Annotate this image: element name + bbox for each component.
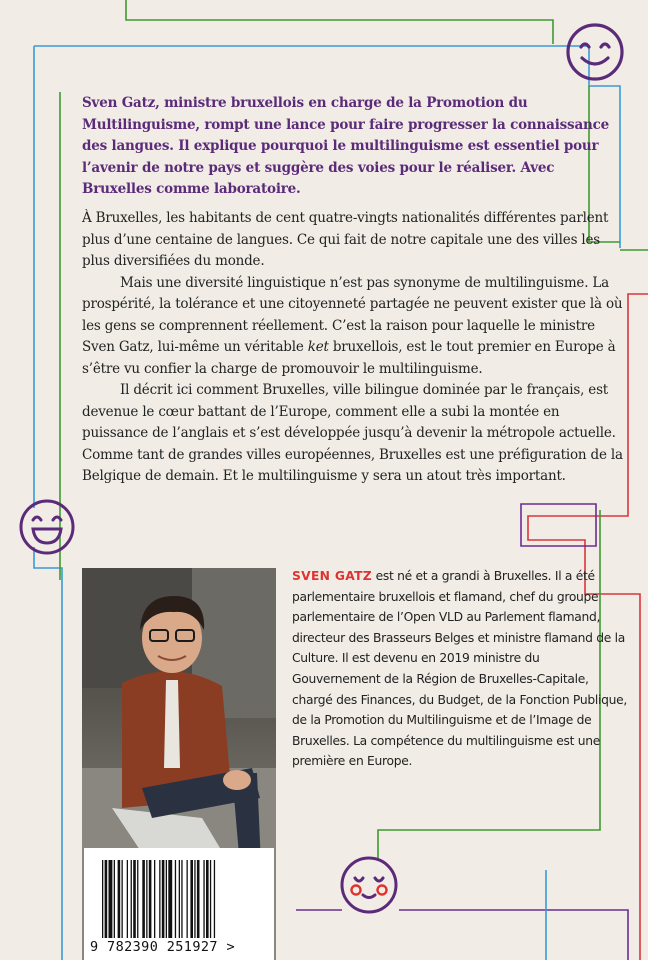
lead-paragraph: Sven Gatz, ministre bruxellois en charge de la Promotion du Multilinguisme, rompt une lance pour faire progresser la connaissance des langues. Il explique pourquoi le multilinguisme est essentiel pour l’avenir de notre pays et suggère des voies pour le réaliser. Avec Bruxelles comme laboratoire. [82, 95, 610, 197]
body-text [82, 208, 627, 488]
green-frame-line [126, 0, 553, 44]
body-paragraph-2-part-2: bruxellois, est le tout premier en Europe à s’être vu confier la charge de promouvoir le multilinguisme. [82, 339, 616, 377]
isbn-number: 9 782390 251927 > [90, 939, 235, 955]
author-bio [292, 566, 628, 772]
body-paragraph-3: Il décrit ici comment Bruxelles, ville bilingue dominée par le français, est devenue le cœur battant de l’Europe, comment elle a subi la montée en puissance de l’anglais et s’est développée jusqu’à devenir la métropole actuelle. Comme tant de grandes villes européennes, Bruxelles est une préfiguration de la Belgique de demain. Et le multilinguisme y sera un atout très important. [82, 382, 623, 484]
isbn-barcode [84, 848, 274, 960]
body-paragraph-1: À Bruxelles, les habitants de cent quatre-vingts nationalités différentes parlent plus d’une centaine de langues. Ce qui fait de notre capitale une des villes les plus diversifiées du monde. [82, 210, 609, 269]
ket-word: ket [307, 339, 329, 355]
smiley-icon [563, 20, 627, 84]
body-paragraph-2 [82, 273, 627, 381]
blushing-smiley-icon [336, 852, 402, 918]
author-name: SVEN GATZ [292, 569, 373, 583]
body-paragraph-2-part-1: Mais une diversité linguistique n’est pas synonyme de multilinguisme. La prospérité, la tolérance et une citoyenneté partagée ne peuvent exister que là où les gens se comprennent réellement. C’est la raison pour laquelle le ministre Sven Gatz, lui-même un véritable [82, 274, 623, 355]
barcode-bars [102, 860, 260, 938]
author-bio-text: est né et a grandi à Bruxelles. Il a été parlementaire bruxellois et flamand, chef du groupe parlementaire de l’Open VLD au Parlement flamand, directeur des Brasseurs Belges et ministre flamand de la Culture. Il est devenu en 2019 ministre du Gouvernement de la Région de Bruxelles-Capitale, chargé des Finances, du Budget, de la Fonction Publique, de la Promotion du Multilinguisme et de l’Image de Bruxelles. La compétence du multilinguisme est une première en Europe. [292, 569, 627, 769]
laughing-smiley-icon [16, 496, 78, 558]
